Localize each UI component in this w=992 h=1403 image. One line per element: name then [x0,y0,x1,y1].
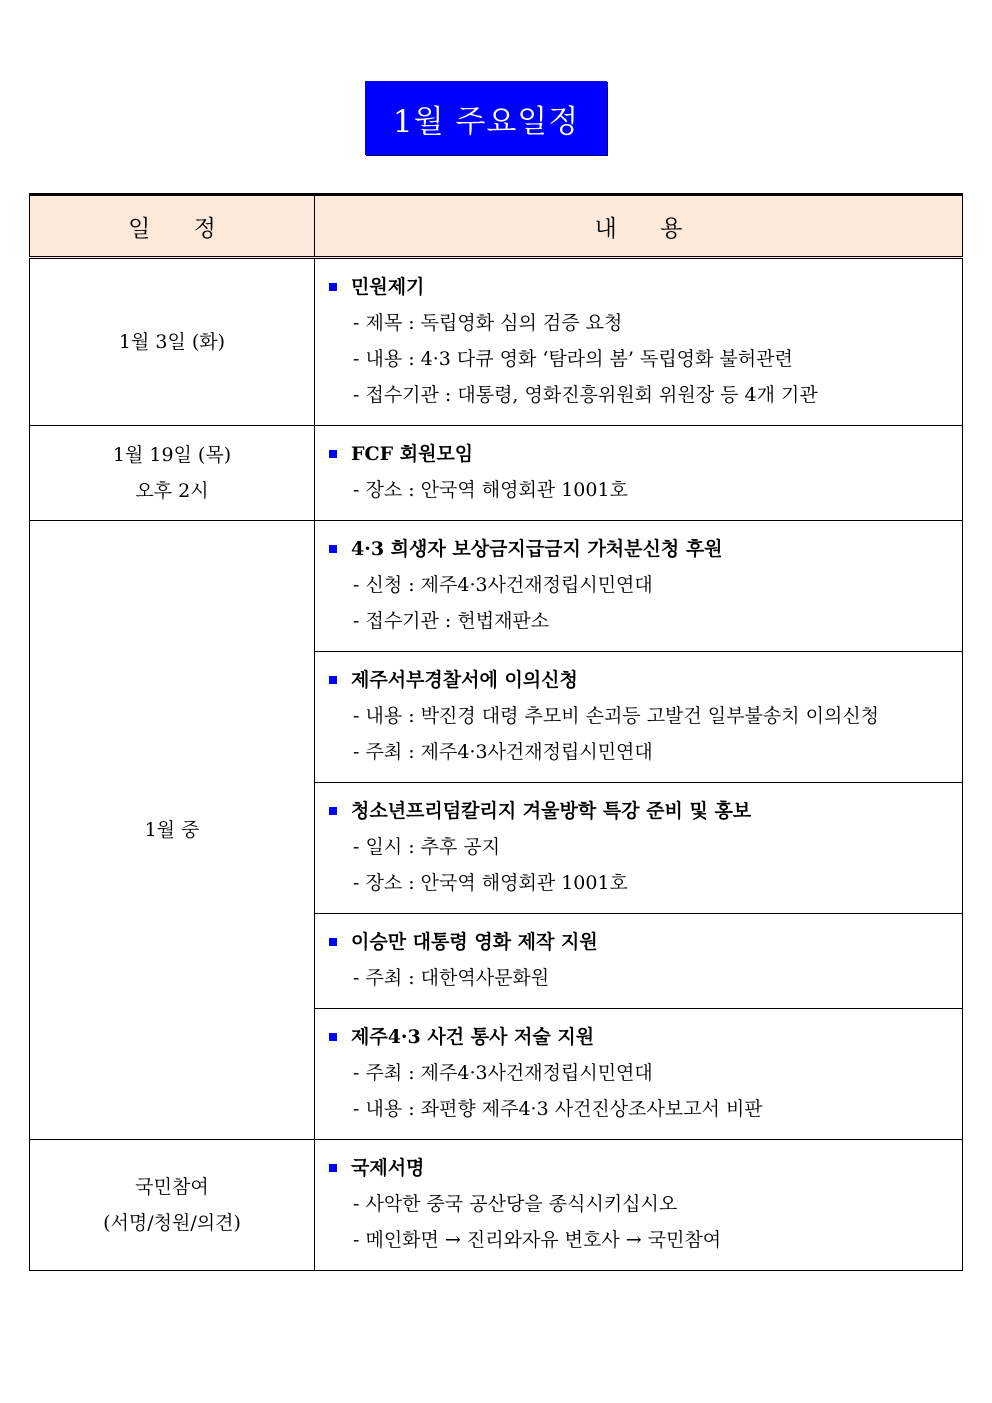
item-heading-text: 청소년프리덤칼리지 겨울방학 특강 준비 및 홍보 [351,800,752,822]
item-detail: - 주최 : 대한역사문화원 [353,967,550,989]
item-detail: - 장소 : 안국역 해영회관 1001호 [353,479,628,501]
item-detail: - 접수기관 : 대통령, 영화진흥위원회 위원장 등 4개 기관 [353,384,818,406]
item-heading [329,269,962,305]
item-detail: - 주최 : 제주4·3사건재정립시민연대 [353,741,653,763]
item-detail: - 신청 : 제주4·3사건재정립시민연대 [353,574,653,596]
content-cell [315,783,963,914]
content-cell [315,1009,963,1140]
content-cell [315,1140,963,1271]
date-line: 1월 중 [144,819,200,841]
content-cell [315,258,963,426]
item-detail: - 사악한 중국 공산당을 종식시키십시오 [353,1193,678,1215]
date-line: 1월 3일 (화) [118,331,226,353]
content-cell [315,426,963,521]
item-heading-text: FCF 회원모임 [351,443,474,465]
item-heading-text: 4·3 희생자 보상금지급금지 가처분신청 후원 [351,538,723,560]
date-line: 국민참여 [135,1176,209,1198]
header-content: 내 용 [315,195,963,258]
square-bullet-icon [329,938,337,946]
item-detail: - 주최 : 제주4·3사건재정립시민연대 [353,1062,653,1084]
item-detail: - 메인화면 → 진리와자유 변호사 → 국민참여 [353,1229,722,1251]
square-bullet-icon [329,1033,337,1041]
table-row [30,1140,963,1271]
table-row [30,521,963,652]
item-detail: - 접수기관 : 헌법재판소 [353,610,550,632]
date-line: 1월 19일 (목) [112,444,232,466]
date-cell [30,521,315,1140]
square-bullet-icon [329,807,337,815]
item-heading [329,1019,962,1055]
page-title: 1월 주요일정 [365,81,607,155]
square-bullet-icon [329,676,337,684]
date-cell [30,258,315,426]
date-line: 오후 2시 [135,480,209,502]
item-heading [329,436,962,472]
item-heading [329,793,962,829]
item-heading-text: 제주서부경찰서에 이의신청 [351,669,578,691]
header-schedule: 일 정 [30,195,315,258]
item-heading-text: 민원제기 [351,276,425,298]
item-detail: - 일시 : 추후 공지 [353,836,501,858]
content-cell [315,652,963,783]
item-heading [329,662,962,698]
item-heading-text: 이승만 대통령 영화 제작 지원 [351,931,598,953]
date-line: (서명/청원/의견) [103,1212,241,1234]
table-row [30,258,963,426]
item-heading [329,1150,962,1186]
item-detail: - 내용 : 4·3 다큐 영화 ‘탐라의 봄’ 독립영화 불허관련 [353,348,793,370]
square-bullet-icon [329,283,337,291]
square-bullet-icon [329,1164,337,1172]
item-heading [329,924,962,960]
schedule-table [29,193,963,1271]
square-bullet-icon [329,450,337,458]
date-cell [30,426,315,521]
item-heading-text: 제주4·3 사건 통사 저술 지원 [351,1026,595,1048]
item-heading-text: 국제서명 [351,1157,425,1179]
content-cell [315,521,963,652]
item-detail: - 제목 : 독립영화 심의 검증 요청 [353,312,623,334]
item-heading [329,531,962,567]
table-row [30,426,963,521]
content-cell [315,914,963,1009]
item-detail: - 내용 : 박진경 대령 추모비 손괴등 고발건 일부불송치 이의신청 [353,705,880,727]
date-cell [30,1140,315,1271]
table-header-row [30,195,963,258]
item-detail: - 장소 : 안국역 해영회관 1001호 [353,872,628,894]
item-detail: - 내용 : 좌편향 제주4·3 사건진상조사보고서 비판 [353,1098,763,1120]
square-bullet-icon [329,545,337,553]
